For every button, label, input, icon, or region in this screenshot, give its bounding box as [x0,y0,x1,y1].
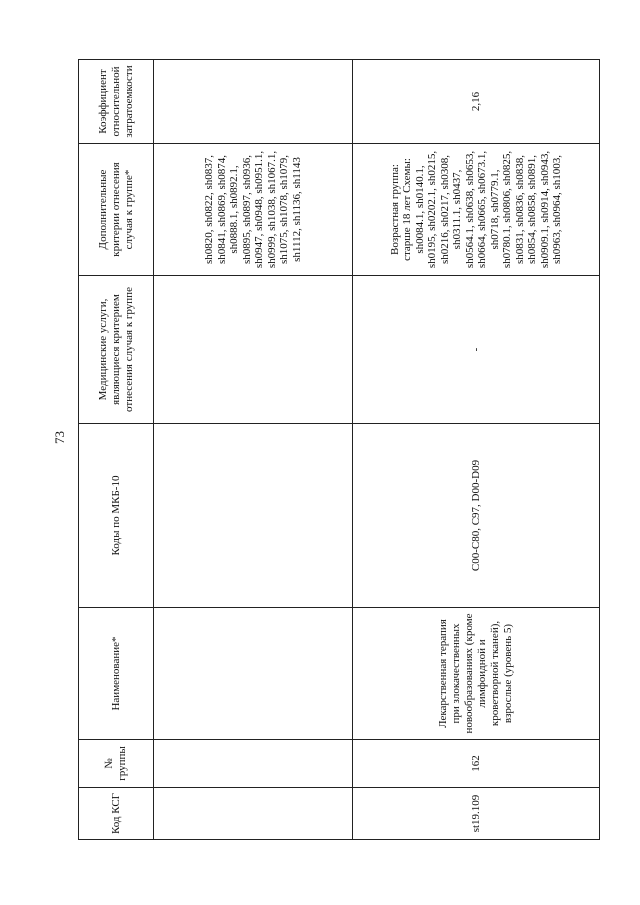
cell-icd [154,424,353,608]
table-row [353,60,600,840]
cell-code: st19.109 [353,788,600,840]
cell-services [154,276,353,424]
cell-group-no: 162 [353,740,600,788]
cell-code [154,788,353,840]
table-row [154,60,353,840]
header-group-no: № группы [79,740,154,788]
cell-name [154,608,353,740]
cell-additional: Возрастная группа: старше 18 лет Схемы: sh0084.1, sh0140.1, sh0195, sh0202.1, sh0215, sh0216, sh0217, sh0308, sh0311.1, sh0437, sh0564.1, sh0638, sh0653, sh0664, sh0665, sh0673.1, sh0718, sh0779.1, sh0780.1, sh0806, sh0825, sh0831, sh0836, sh0838, sh0854, sh0858, sh0891, sh0909.1, sh0914, sh0943, sh0963, sh0964, sh1003, [353,144,600,276]
header-services: Медицинские услуги, являющиеся критерием отнесения случая к группе [79,276,154,424]
cell-group-no [154,740,353,788]
cell-icd: C00-C80, C97, D00-D09 [353,424,600,608]
page-number: 73 [52,431,67,444]
header-icd: Коды по МКБ-10 [79,424,154,608]
cell-coef: 2,16 [353,60,600,144]
cell-services: - [353,276,600,424]
header-row [79,60,154,840]
cell-name: Лекарственная терапия при злокачественных новообразованиях (кроме лимфоидной и кроветворной тканей), взрослые (уровень 5) [353,608,600,740]
rotated-table-container [78,60,592,840]
cell-additional: sh0820, sh0822, sh0837, sh0841, sh0869, sh0874, sh0888.1, sh0892.1, sh0895, sh0897, sh0936, sh0947, sh0948, sh0951.1, sh0999, sh1038, sh1067.1, sh1075, sh1078, sh1079, sh1112, sh1136, sh1143 [154,144,353,276]
header-name: Наименование* [79,608,154,740]
ksg-table [78,59,600,840]
header-additional: Дополнительные критерии отнесения случая к группе* [79,144,154,276]
header-code: Код КСГ [79,788,154,840]
cell-coef [154,60,353,144]
header-coef: Коэффициент относительной затратоемкости [79,60,154,144]
